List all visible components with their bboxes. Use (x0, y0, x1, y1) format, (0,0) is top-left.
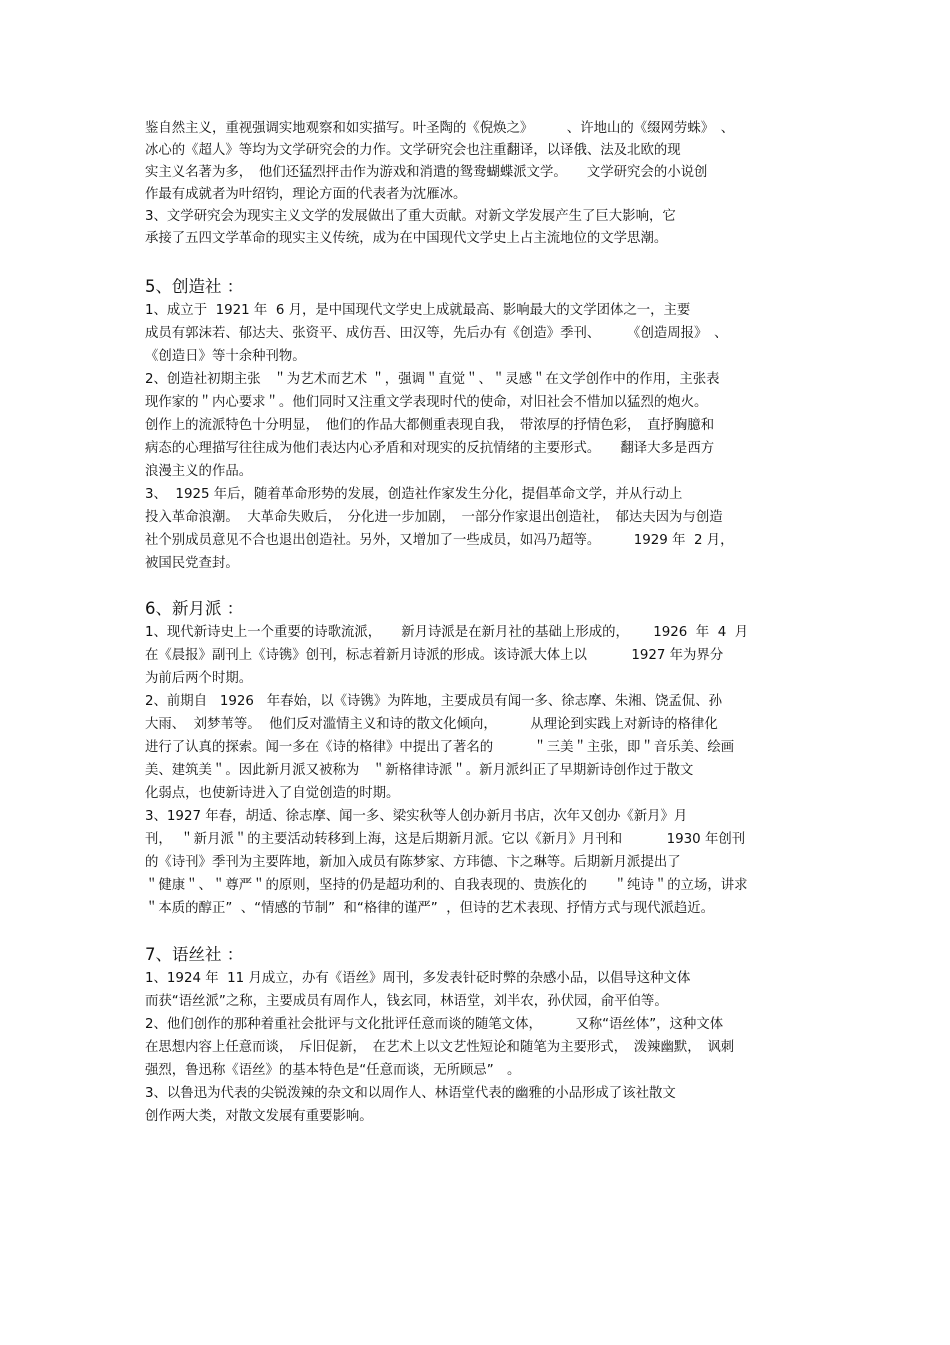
section-line: 浪漫主义的作品。 (145, 464, 253, 479)
section-line: 3、以鲁迅为代表的尖锐泼辣的杂文和以周作人、林语堂代表的幽雅的小品形成了该社散文 (145, 1086, 676, 1101)
section-line: 被国民党查封。 (145, 556, 239, 571)
intro-line: 3、文学研究会为现实主义文学的发展做出了重大贡献。对新文学发展产生了巨大影响，它 (145, 209, 676, 224)
section-line: 而获“语丝派”之称，主要成员有周作人，钱玄同，林语堂，刘半农，孙伏园，俞平伯等。 (145, 994, 668, 1009)
section-line: 成员有郭沫若、郁达夫、张资平、成仿吾、田汉等，先后办有《创造》季刊、 《创造周报》 、 (145, 326, 728, 341)
section-line: 化弱点，也使新诗进入了自觉创造的时期。 (145, 786, 400, 801)
intro-line: 作最有成就者为叶绍钧，理论方面的代表者为沈雁冰。 (145, 187, 467, 202)
section-line: 在思想内容上任意而谈， 斥旧促新， 在艺术上以文艺性短论和随笔为主要形式， 泼辣幽默， 讽刺 (145, 1040, 735, 1055)
section-line: 2、他们创作的那种着重社会批评与文化批评任意而谈的随笔文体， 又称“语丝体”，这种文体 (145, 1017, 724, 1032)
intro-line: 实主义名著为多， 他们还猛烈抨击作为游戏和消遣的鸳鸯蝴蝶派文学。 文学研究会的小说创 (145, 165, 708, 180)
section-line: 进行了认真的探索。闻一多在《诗的格律》中提出了著名的 ＂三美＂主张，即＂音乐美、绘画 (145, 740, 735, 755)
section-line: ＂本质的醇正” 、“情感的节制” 和“格律的谨严” ，但诗的艺术表现、抒情方式与现代派趋近。 (145, 901, 715, 916)
intro-line: 冰心的《超人》等均为文学研究会的力作。文学研究会也注重翻译，以译俄、法及北欧的现 (145, 143, 681, 158)
section-line: 为前后两个时期。 (145, 671, 253, 686)
section-line: 现作家的＂内心要求＂。他们同时又注重文学表现时代的使命，对旧社会不惜加以猛烈的炮火。 (145, 395, 708, 410)
section-line: 的《诗刊》季刊为主要阵地，新加入成员有陈梦家、方玮德、卞之琳等。后期新月派提出了 (145, 855, 681, 870)
section-line: 美、建筑美＂。因此新月派又被称为 ＂新格律诗派＂。新月派纠正了早期新诗创作过于散文 (145, 763, 694, 778)
section-heading-xinyuepai: 6、新月派 ： (145, 599, 244, 618)
section-line: 投入革命浪潮。 大革命失败后， 分化进一步加剧， 一部分作家退出创造社， 郁达夫因为与创造 (145, 510, 723, 525)
section-line: 1、1924 年 11 月成立，办有《语丝》周刊，多发表针砭时弊的杂感小品，以倡导这种文体 (145, 971, 691, 986)
intro-line: 承接了五四文学革命的现实主义传统，成为在中国现代文学史上占主流地位的文学思潮。 (145, 231, 668, 246)
section-heading-chuangzaoshe: 5、创造社 ： (145, 277, 244, 296)
section-line: 大雨、 刘梦苇等。 他们反对滥情主义和诗的散文化倾向， 从理论到实践上对新诗的格律化 (145, 717, 718, 732)
section-line: 刊， ＂新月派＂的主要活动转移到上海，这是后期新月派。它以《新月》月刊和 1930 年创刊 (145, 832, 746, 847)
section-line: 1、成立于 1921 年 6 月，是中国现代文学史上成就最高、影响最大的文学团体之一，主要 (145, 303, 691, 318)
section-line: 创作上的流派特色十分明显， 他们的作品大都侧重表现自我， 带浓厚的抒情色彩， 直抒胸臆和 (145, 418, 715, 433)
section-line: 3、1927 年春，胡适、徐志摩、闻一多、梁实秋等人创办新月书店，次年又创办《新月》月 (145, 809, 688, 824)
section-line: 社个别成员意见不合也退出创造社。另外，又增加了一些成员，如冯乃超等。 1929 年 2 月， (145, 533, 734, 548)
section-heading-yusishe: 7、语丝社 ： (145, 945, 244, 964)
section-line: 病态的心理描写往往成为他们表达内心矛盾和对现实的反抗情绪的主要形式。 翻译大多是西方 (145, 441, 715, 456)
section-line: 在《晨报》副刊上《诗镌》创刊，标志着新月诗派的形成。该诗派大体上以 1927 年为界分 (145, 648, 724, 663)
section-line: 3、 1925 年后，随着革命形势的发展，创造社作家发生分化，提倡革命文学，并从行动上 (145, 487, 683, 502)
section-line: 2、前期自 1926 年春始，以《诗镌》为阵地，主要成员有闻一多、徐志摩、朱湘、饶孟侃、孙 (145, 694, 722, 709)
section-line: ＂健康＂、＂尊严＂的原则，坚持的仍是超功利的、自我表现的、贵族化的 ＂纯诗＂的立场，讲求 (145, 878, 748, 893)
intro-line: 鉴自然主义，重视强调实地观察和如实描写。叶圣陶的《倪焕之》 、许地山的《缀网劳蛛》 、 (145, 121, 735, 136)
section-line: 强烈，鲁迅称《语丝》的基本特色是“任意而谈，无所顾忌” 。 (145, 1063, 521, 1078)
section-line: 2、创造社初期主张 ＂为艺术而艺术 ＂，强调＂直觉＂、＂灵感＂在文学创作中的作用，主张表 (145, 372, 720, 387)
section-line: 创作两大类，对散文发展有重要影响。 (145, 1109, 373, 1124)
section-line: 1、现代新诗史上一个重要的诗歌流派， 新月诗派是在新月社的基础上形成的， 1926 年 4 月 (145, 625, 749, 640)
section-line: 《创造日》等十余种刊物。 (145, 349, 306, 364)
